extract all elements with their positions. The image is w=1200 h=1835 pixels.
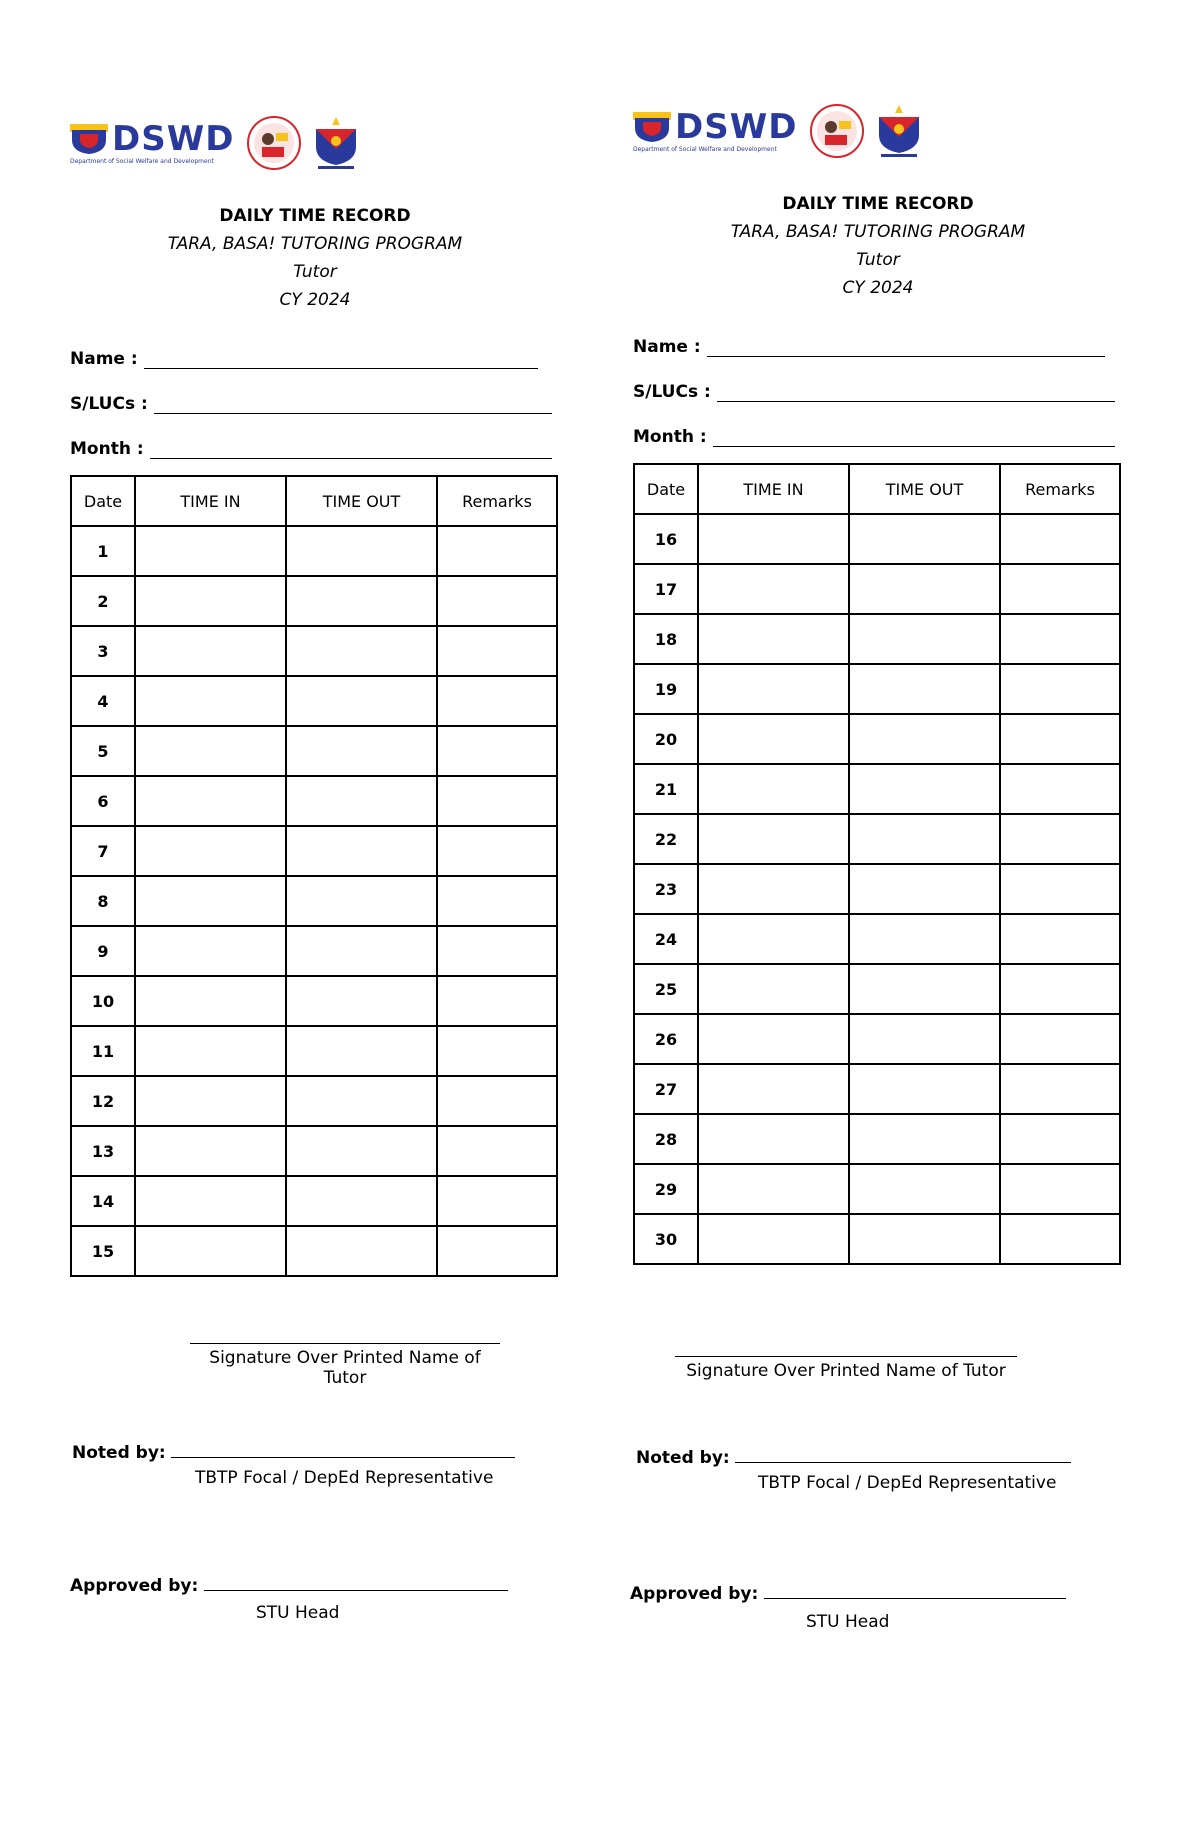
table-row: [634, 514, 1120, 564]
table-row: [71, 1126, 557, 1176]
sluc-label: S/LUCs :: [70, 394, 148, 414]
table-row: [634, 864, 1120, 914]
date-cell: 10: [71, 976, 135, 1026]
time-out-cell[interactable]: [286, 526, 437, 576]
form-header: [633, 190, 1123, 302]
time-out-cell[interactable]: [286, 826, 437, 876]
time-out-cell[interactable]: [286, 626, 437, 676]
time-out-cell[interactable]: [849, 514, 1000, 564]
date-cell: 5: [71, 726, 135, 776]
dswd-wordmark: DSWD: [675, 106, 798, 147]
time-out-cell[interactable]: [849, 614, 1000, 664]
noted-by-line[interactable]: [735, 1448, 1071, 1463]
date-cell: 16: [634, 514, 698, 564]
time-in-cell[interactable]: [135, 1026, 286, 1076]
time-out-cell[interactable]: [286, 776, 437, 826]
date-cell: 8: [71, 876, 135, 926]
table-row: [71, 1076, 557, 1126]
noted-by-left: [72, 1443, 515, 1463]
time-in-cell[interactable]: [698, 764, 849, 814]
month-label: Month :: [633, 427, 707, 447]
col-time-out: TIME OUT: [286, 476, 437, 526]
sluc-line[interactable]: [717, 381, 1115, 402]
time-in-cell[interactable]: [698, 664, 849, 714]
remarks-cell[interactable]: [437, 926, 557, 976]
name-field[interactable]: [633, 312, 1133, 357]
date-cell: 21: [634, 764, 698, 814]
dswd-shield-icon: [70, 124, 108, 154]
time-out-cell[interactable]: [849, 864, 1000, 914]
month-field[interactable]: [70, 414, 570, 459]
approved-by-label: Approved by:: [630, 1584, 759, 1604]
approved-by-label: Approved by:: [70, 1576, 199, 1596]
time-out-cell[interactable]: [849, 1064, 1000, 1114]
remarks-cell[interactable]: [1000, 964, 1120, 1014]
remarks-cell[interactable]: [1000, 664, 1120, 714]
table-row: [634, 614, 1120, 664]
time-in-cell[interactable]: [135, 726, 286, 776]
table-row: [71, 726, 557, 776]
date-cell: 27: [634, 1064, 698, 1114]
dswd-shield-icon: [633, 112, 671, 142]
time-in-cell[interactable]: [135, 876, 286, 926]
time-out-cell[interactable]: [849, 1164, 1000, 1214]
remarks-cell[interactable]: [1000, 764, 1120, 814]
time-out-cell[interactable]: [849, 814, 1000, 864]
date-cell: 23: [634, 864, 698, 914]
signature-caption: Signature Over Printed Name of Tutor: [209, 1348, 481, 1388]
table-row: [71, 826, 557, 876]
noted-by-label: Noted by:: [72, 1443, 166, 1463]
time-in-cell[interactable]: [698, 1064, 849, 1114]
time-out-cell[interactable]: [849, 914, 1000, 964]
time-out-cell[interactable]: [286, 1026, 437, 1076]
name-label: Name :: [70, 349, 138, 369]
time-in-cell[interactable]: [698, 1214, 849, 1264]
dswd-wordmark: DSWD: [112, 118, 235, 159]
approved-by-line[interactable]: [764, 1584, 1066, 1599]
table-row: [634, 1114, 1120, 1164]
time-record-table: [70, 475, 558, 1277]
time-in-cell[interactable]: [698, 1014, 849, 1064]
remarks-cell[interactable]: [437, 626, 557, 676]
name-field[interactable]: [70, 324, 570, 369]
remarks-cell[interactable]: [437, 526, 557, 576]
time-in-cell[interactable]: [698, 964, 849, 1014]
time-out-cell[interactable]: [286, 976, 437, 1026]
table-row: [634, 1014, 1120, 1064]
time-in-cell[interactable]: [135, 1076, 286, 1126]
role-label: Tutor: [293, 262, 337, 282]
role-label: Tutor: [856, 250, 900, 270]
signature-caption: Signature Over Printed Name of Tutor: [686, 1361, 1006, 1381]
table-row: [71, 526, 557, 576]
signature-line[interactable]: [675, 1356, 1017, 1357]
year-label: CY 2024: [279, 290, 351, 310]
month-label: Month :: [70, 439, 144, 459]
date-cell: 15: [71, 1226, 135, 1276]
tara-basa-seal-icon: [246, 115, 302, 171]
table-row: [634, 764, 1120, 814]
time-out-cell[interactable]: [286, 726, 437, 776]
time-out-cell[interactable]: [286, 1076, 437, 1126]
table-row: [71, 626, 557, 676]
col-date: Date: [634, 464, 698, 514]
noted-by-right: [636, 1448, 1071, 1468]
date-cell: 24: [634, 914, 698, 964]
time-in-cell[interactable]: [698, 614, 849, 664]
date-cell: 7: [71, 826, 135, 876]
table-row: [71, 576, 557, 626]
remarks-cell[interactable]: [1000, 1114, 1120, 1164]
time-out-cell[interactable]: [286, 1176, 437, 1226]
table-row: [634, 714, 1120, 764]
time-in-cell[interactable]: [698, 864, 849, 914]
remarks-cell[interactable]: [437, 576, 557, 626]
table-row: [71, 776, 557, 826]
remarks-cell[interactable]: [1000, 564, 1120, 614]
sluc-label: S/LUCs :: [633, 382, 711, 402]
signature-line[interactable]: [190, 1343, 500, 1344]
time-in-cell[interactable]: [698, 814, 849, 864]
remarks-cell[interactable]: [437, 826, 557, 876]
noted-role-left: TBTP Focal / DepEd Representative: [195, 1468, 494, 1488]
remarks-cell[interactable]: [437, 976, 557, 1026]
date-cell: 19: [634, 664, 698, 714]
month-line[interactable]: [150, 438, 552, 459]
date-cell: 28: [634, 1114, 698, 1164]
date-cell: 3: [71, 626, 135, 676]
table-row: [71, 1226, 557, 1276]
time-out-cell[interactable]: [849, 1114, 1000, 1164]
remarks-cell[interactable]: [1000, 1014, 1120, 1064]
remarks-cell[interactable]: [437, 676, 557, 726]
remarks-cell[interactable]: [1000, 814, 1120, 864]
time-in-cell[interactable]: [135, 576, 286, 626]
date-cell: 26: [634, 1014, 698, 1064]
remarks-cell[interactable]: [437, 876, 557, 926]
date-cell: 14: [71, 1176, 135, 1226]
time-in-cell[interactable]: [698, 514, 849, 564]
remarks-cell[interactable]: [1000, 914, 1120, 964]
time-in-cell[interactable]: [698, 1164, 849, 1214]
table-row: [634, 1214, 1120, 1264]
time-in-cell[interactable]: [135, 526, 286, 576]
date-cell: 20: [634, 714, 698, 764]
time-in-cell[interactable]: [135, 776, 286, 826]
time-in-cell[interactable]: [135, 676, 286, 726]
form-header: [70, 202, 560, 314]
time-in-cell[interactable]: [135, 1176, 286, 1226]
form-title: DAILY TIME RECORD: [219, 206, 411, 226]
approved-role-left: STU Head: [256, 1603, 340, 1623]
noted-role-right: TBTP Focal / DepEd Representative: [758, 1473, 1057, 1493]
date-cell: 25: [634, 964, 698, 1014]
time-in-cell[interactable]: [135, 926, 286, 976]
time-out-cell[interactable]: [849, 764, 1000, 814]
time-out-cell[interactable]: [286, 926, 437, 976]
table-row: [71, 1026, 557, 1076]
time-out-cell[interactable]: [286, 1126, 437, 1176]
date-cell: 6: [71, 776, 135, 826]
remarks-cell[interactable]: [1000, 1214, 1120, 1264]
remarks-cell[interactable]: [437, 1126, 557, 1176]
col-time-out: TIME OUT: [849, 464, 1000, 514]
time-in-cell[interactable]: [698, 714, 849, 764]
table-row: [634, 964, 1120, 1014]
date-cell: 11: [71, 1026, 135, 1076]
remarks-cell[interactable]: [437, 1176, 557, 1226]
dswd-logo: [633, 106, 798, 153]
name-label: Name :: [633, 337, 701, 357]
table-row: [634, 814, 1120, 864]
table-row: [71, 876, 557, 926]
dswd-logo: [70, 118, 235, 165]
remarks-cell[interactable]: [1000, 1064, 1120, 1114]
dswd-caption: Department of Social Welfare and Development: [633, 145, 777, 153]
time-in-cell[interactable]: [135, 826, 286, 876]
remarks-cell[interactable]: [1000, 1164, 1120, 1214]
col-time-in: TIME IN: [135, 476, 286, 526]
table-row: [71, 676, 557, 726]
table-row: [71, 976, 557, 1026]
date-cell: 4: [71, 676, 135, 726]
time-in-cell[interactable]: [135, 1126, 286, 1176]
month-field[interactable]: [633, 402, 1133, 447]
remarks-cell[interactable]: [1000, 514, 1120, 564]
time-out-cell[interactable]: [849, 1214, 1000, 1264]
date-cell: 2: [71, 576, 135, 626]
table-row: [71, 926, 557, 976]
program-name: TARA, BASA! TUTORING PROGRAM: [167, 234, 463, 254]
remarks-cell[interactable]: [437, 1026, 557, 1076]
sluc-field[interactable]: [633, 357, 1133, 402]
remarks-cell[interactable]: [437, 1226, 557, 1276]
date-cell: 13: [71, 1126, 135, 1176]
time-out-cell[interactable]: [849, 714, 1000, 764]
year-label: CY 2024: [842, 278, 914, 298]
table-row: [634, 564, 1120, 614]
date-cell: 1: [71, 526, 135, 576]
form-title: DAILY TIME RECORD: [782, 194, 974, 214]
program-name: TARA, BASA! TUTORING PROGRAM: [730, 222, 1026, 242]
time-out-cell[interactable]: [849, 964, 1000, 1014]
date-cell: 12: [71, 1076, 135, 1126]
time-in-cell[interactable]: [135, 976, 286, 1026]
bagong-pilipinas-seal-icon: [310, 115, 362, 171]
time-out-cell[interactable]: [849, 1014, 1000, 1064]
tutor-signature-left: [190, 1343, 500, 1388]
time-out-cell[interactable]: [286, 676, 437, 726]
approved-role-right: STU Head: [806, 1612, 890, 1632]
time-out-cell[interactable]: [286, 576, 437, 626]
approved-by-left: [70, 1576, 508, 1596]
date-cell: 18: [634, 614, 698, 664]
col-remarks: Remarks: [1000, 464, 1120, 514]
time-out-cell[interactable]: [849, 564, 1000, 614]
col-remarks: Remarks: [437, 476, 557, 526]
approved-by-right: [630, 1584, 1066, 1604]
date-cell: 22: [634, 814, 698, 864]
time-in-cell[interactable]: [135, 1226, 286, 1276]
approved-by-line[interactable]: [204, 1576, 508, 1591]
dswd-caption: Department of Social Welfare and Development: [70, 157, 214, 165]
col-time-in: TIME IN: [698, 464, 849, 514]
time-in-cell[interactable]: [698, 914, 849, 964]
name-line[interactable]: [144, 348, 538, 369]
time-in-cell[interactable]: [698, 1114, 849, 1164]
logo-row: [633, 100, 1133, 162]
table-row: [634, 1064, 1120, 1114]
remarks-cell[interactable]: [1000, 714, 1120, 764]
remarks-cell[interactable]: [437, 726, 557, 776]
noted-by-line[interactable]: [171, 1443, 515, 1458]
sluc-field[interactable]: [70, 369, 570, 414]
time-out-cell[interactable]: [286, 1226, 437, 1276]
table-row: [634, 664, 1120, 714]
table-row: [71, 1176, 557, 1226]
tara-basa-seal-icon: [809, 103, 865, 159]
time-out-cell[interactable]: [286, 876, 437, 926]
date-cell: 9: [71, 926, 135, 976]
month-line[interactable]: [713, 426, 1115, 447]
noted-by-label: Noted by:: [636, 1448, 730, 1468]
time-in-cell[interactable]: [135, 626, 286, 676]
time-out-cell[interactable]: [849, 664, 1000, 714]
time-in-cell[interactable]: [698, 564, 849, 614]
logo-row: [70, 112, 570, 174]
date-cell: 30: [634, 1214, 698, 1264]
col-date: Date: [71, 476, 135, 526]
date-cell: 17: [634, 564, 698, 614]
table-row: [634, 914, 1120, 964]
date-cell: 29: [634, 1164, 698, 1214]
tutor-signature-right: [675, 1356, 1017, 1381]
bagong-pilipinas-seal-icon: [873, 103, 925, 159]
dtr-form-left: [70, 112, 570, 1277]
remarks-cell[interactable]: [1000, 614, 1120, 664]
remarks-cell[interactable]: [437, 776, 557, 826]
name-line[interactable]: [707, 336, 1105, 357]
table-row: [634, 1164, 1120, 1214]
remarks-cell[interactable]: [1000, 864, 1120, 914]
dtr-form-right: [633, 100, 1133, 1265]
sluc-line[interactable]: [154, 393, 552, 414]
remarks-cell[interactable]: [437, 1076, 557, 1126]
time-record-table: [633, 463, 1121, 1265]
